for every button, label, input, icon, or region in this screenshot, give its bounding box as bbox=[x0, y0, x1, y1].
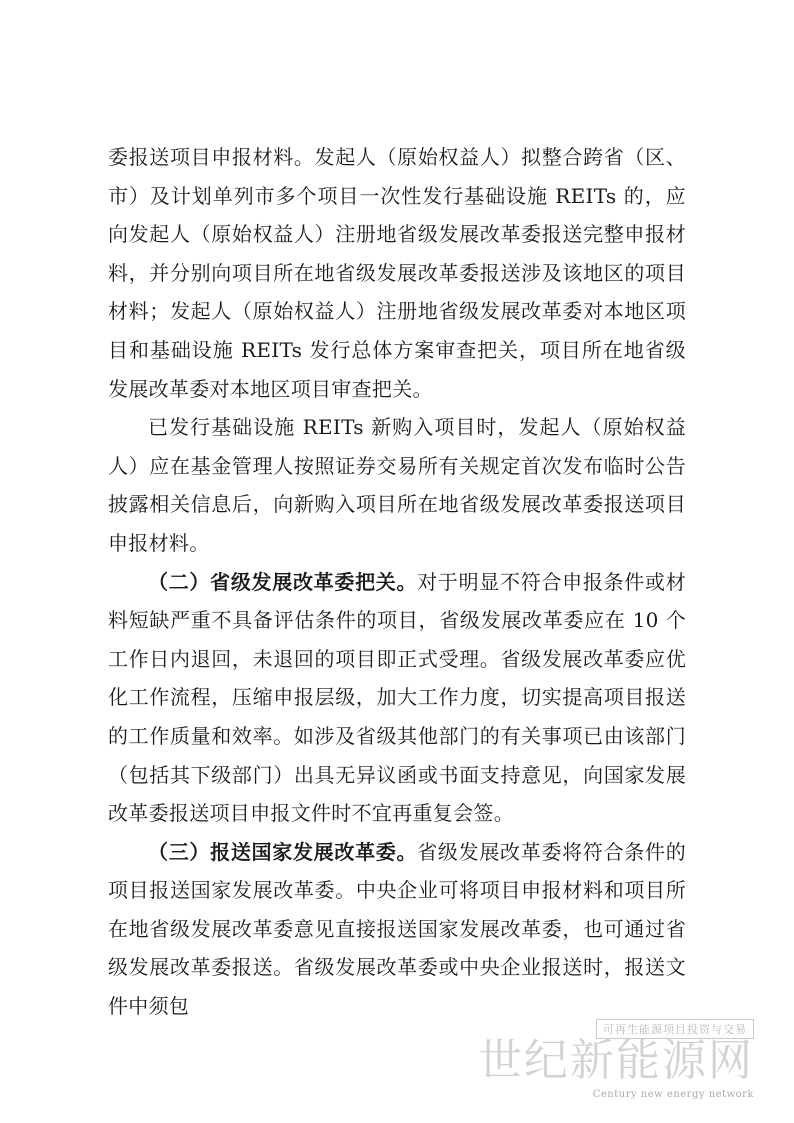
paragraph-2-text: 已发行基础设施 REITs 新购入项目时，发起人（原始权益人）应在基金管理人按照证券交易所有关规定首次发布临时公告披露相关信息后，向新购入项目所在地省级发展改革委报送项目申报材料。 bbox=[108, 415, 686, 555]
site-watermark bbox=[478, 1019, 754, 1109]
paragraph-3 bbox=[108, 563, 686, 833]
paragraph-2 bbox=[108, 408, 686, 562]
watermark-logo-text: 世纪新能源网 bbox=[478, 1035, 754, 1086]
paragraph-4 bbox=[108, 833, 686, 1026]
document-body bbox=[108, 138, 686, 1026]
paragraph-3-text: 对于明显不符合申报条件或材料短缺严重不具备评估条件的项目，省级发展改革委应在 10 个工作日内退回，未退回的项目即正式受理。省级发展改革委应优化工作流程，压缩申报层级，加大工作力度，切实提高项目报送的工作质量和效率。如涉及省级其他部门的有关事项已由该部门（包括其下级部门）出具无异议函或书面支持意见，向国家发展改革委报送项目申报文件时不宜再重复会签。 bbox=[108, 569, 686, 826]
paragraph-3-heading: （二）省级发展改革委把关。 bbox=[148, 569, 418, 594]
paragraph-1-text: 委报送项目申报材料。发起人（原始权益人）拟整合跨省（区、市）及计划单列市多个项目一次性发行基础设施 REITs 的，应向发起人（原始权益人）注册地省级发展改革委报送完整申报材料，并分别向项目所在地省级发展改革委报送涉及该地区的项目材料；发起人（原始权益人）注册地省级发展改革委对本地区项目和基础设施 REITs 发行总体方案审查把关，项目所在地省级发展改革委对本地区项目审查把关。 bbox=[108, 145, 686, 401]
watermark-english-name: Century new energy network bbox=[592, 1089, 754, 1100]
watermark-tagline: 可再生能源项目投资与交易 bbox=[596, 1019, 754, 1039]
paragraph-1 bbox=[108, 138, 686, 408]
paragraph-4-text: 省级发展改革委将符合条件的项目报送国家发展改革委。中央企业可将项目申报材料和项目所在地省级发展改革委意见直接报送国家发展改革委，也可通过省级发展改革委报送。省级发展改革委或中央企业报送时，报送文件中须包 bbox=[108, 839, 686, 1019]
paragraph-4-heading: （三）报送国家发展改革委。 bbox=[148, 839, 418, 864]
